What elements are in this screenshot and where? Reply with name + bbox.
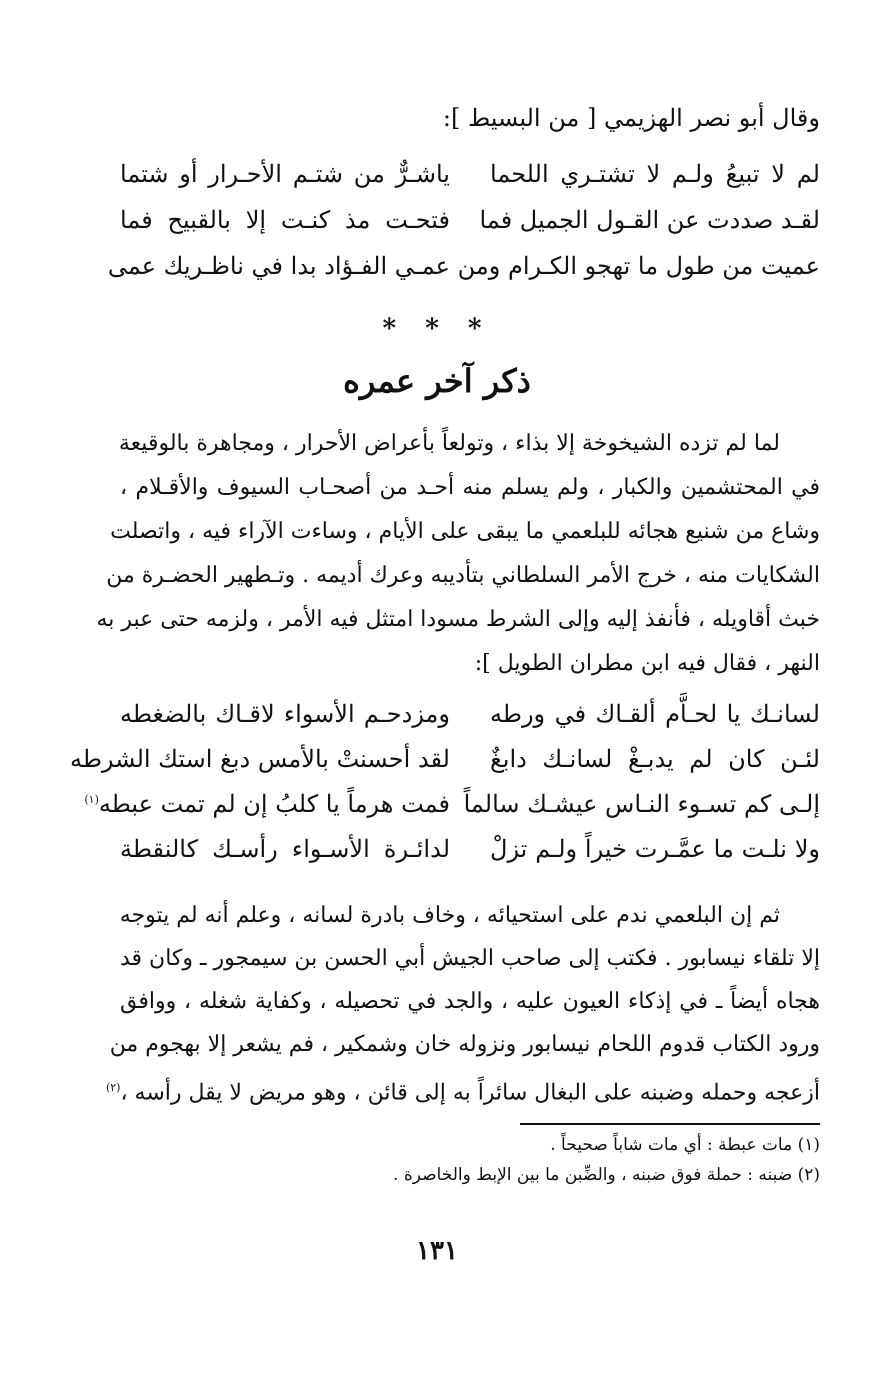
poem-verse	[84, 790, 820, 835]
hemistich-text: فمت هرماً يا كلبُ إن لم تمت عبطه	[98, 790, 450, 818]
paragraph-2	[105, 894, 820, 1109]
line-text: أزعجه وحمله وضبنه على البغال سائراً به إلى قائن ، وهو مريض لا يقل رأسه ،	[120, 1080, 820, 1106]
verse-first-hemistich: إلـى كم تسـوء النـاس عيشـك سالماً	[463, 790, 820, 818]
verse-second-hemistich: لدائـرة الأسـواء رأسـك كالنقطة	[120, 835, 450, 863]
verse-first-hemistich: لسانـك يا لحـاَّم ألقـاك في ورطه	[490, 700, 820, 728]
poem-tawil	[69, 700, 820, 880]
verse-second-hemistich: عمـي الفـؤاد بدا في ناظـريك عمى	[107, 252, 450, 280]
footnote-marker: (٢)	[105, 1081, 121, 1094]
paragraph-line: في المحتشمين والكبار ، ولم يسلم منه أحـد من أصحـاب السيوف والأقـلام ،	[120, 475, 820, 500]
footnote-2: (٢) ضبنه : حملة فوق ضبنه ، والضِّبن ما بين الإبط والخاصرة .	[393, 1165, 820, 1185]
poem-verse	[120, 160, 820, 206]
verse-first-hemistich: لم لا تبيعُ ولـم لا تشتـري اللحما	[490, 160, 820, 188]
poem-verse	[120, 206, 820, 252]
verse-first-hemistich: لقـد صددت عن القـول الجميل فما	[479, 206, 820, 234]
paragraph-line: ورود الكتاب قدوم اللحام نيسابور ونزوله خان وشمكير ، فم يشعر إلا بهجوم من	[109, 1032, 820, 1057]
verse-second-hemistich: ومزدحـم الأسواء لاقـاك بالضغطه	[120, 700, 450, 728]
paragraph-line: إلا تلقاء نيسابور . فكتب إلى صاحب الجيش أبي الحسن بن سيمجور ـ وكان قد	[120, 946, 820, 971]
paragraph-line: خبث أقاويله ، فأنفذ إليه وإلى الشرط مسودا امتثل فيه الأمر ، ولزمه حتى عبر به	[96, 607, 820, 632]
poem-verse	[69, 745, 820, 790]
footnote-1: (١) مات عبطة : أي مات شاباً صحيحاً .	[550, 1135, 820, 1155]
poem-basit	[107, 160, 820, 298]
section-title: ذكر آخر عمره	[343, 362, 531, 400]
poem-verse	[107, 252, 820, 298]
verse-second-hemistich: فتحـت مذ كنـت إلا بالقبيح فما	[120, 206, 450, 234]
paragraph-line: ثم إن البلعمي ندم على استحيائه ، وخاف بادرة لسانه ، وعلم أنه لم يتوجه	[119, 903, 780, 928]
paragraph-1	[96, 422, 820, 686]
paragraph-line	[105, 1066, 820, 1109]
intro-line: وقال أبو نصر الهزيمي [ من البسيط ]:	[442, 104, 820, 132]
poem-verse	[120, 700, 820, 745]
paragraph-line: لما لم تزده الشيخوخة إلا بذاء ، وتولعاً بأعراض الأحرار ، ومجاهرة بالوقيعة	[118, 431, 780, 456]
verse-first-hemistich: لئـن كان لم يدبـغْ لسانـك دابغٌ	[490, 745, 820, 773]
section-separator: * * *	[382, 314, 492, 344]
footnote-divider	[520, 1123, 820, 1125]
verse-second-hemistich: لقد أحسنتْ بالأمس دبغ استك الشرطه	[69, 745, 450, 773]
verse-first-hemistich: ولا نلـت ما عمَّـرت خيراً ولـم تزلْ	[490, 835, 820, 863]
verse-second-hemistich: ياشـرٌّ من شتـم الأحـرار أو شتما	[120, 160, 450, 188]
paragraph-line: الشكايات منه ، خرج الأمر السلطاني بتأديبه وعرك أديمه . وتـطهير الحضـرة من	[106, 563, 820, 588]
paragraph-line: وشاع من شنيع هجائه للبلعمي ما يبقى على الأيام ، وساءت الآراء فيه ، واتصلت	[110, 519, 820, 544]
page-number: ١٣١	[416, 1236, 458, 1266]
footnote-marker: (١)	[84, 793, 99, 806]
paragraph-line: النهر ، فقال فيه ابن مطران الطويل ]:	[474, 651, 820, 676]
verse-second-hemistich	[84, 790, 450, 818]
poem-verse	[120, 835, 820, 880]
footnotes	[120, 1130, 820, 1190]
paragraph-line: هجاه أيضاً ـ في إذكاء العيون عليه ، والجد في تحصيله ، وكفاية شغله ، ووافق	[120, 989, 820, 1014]
verse-first-hemistich: عميت من طول ما تهجو الكـرام ومن	[457, 252, 820, 280]
